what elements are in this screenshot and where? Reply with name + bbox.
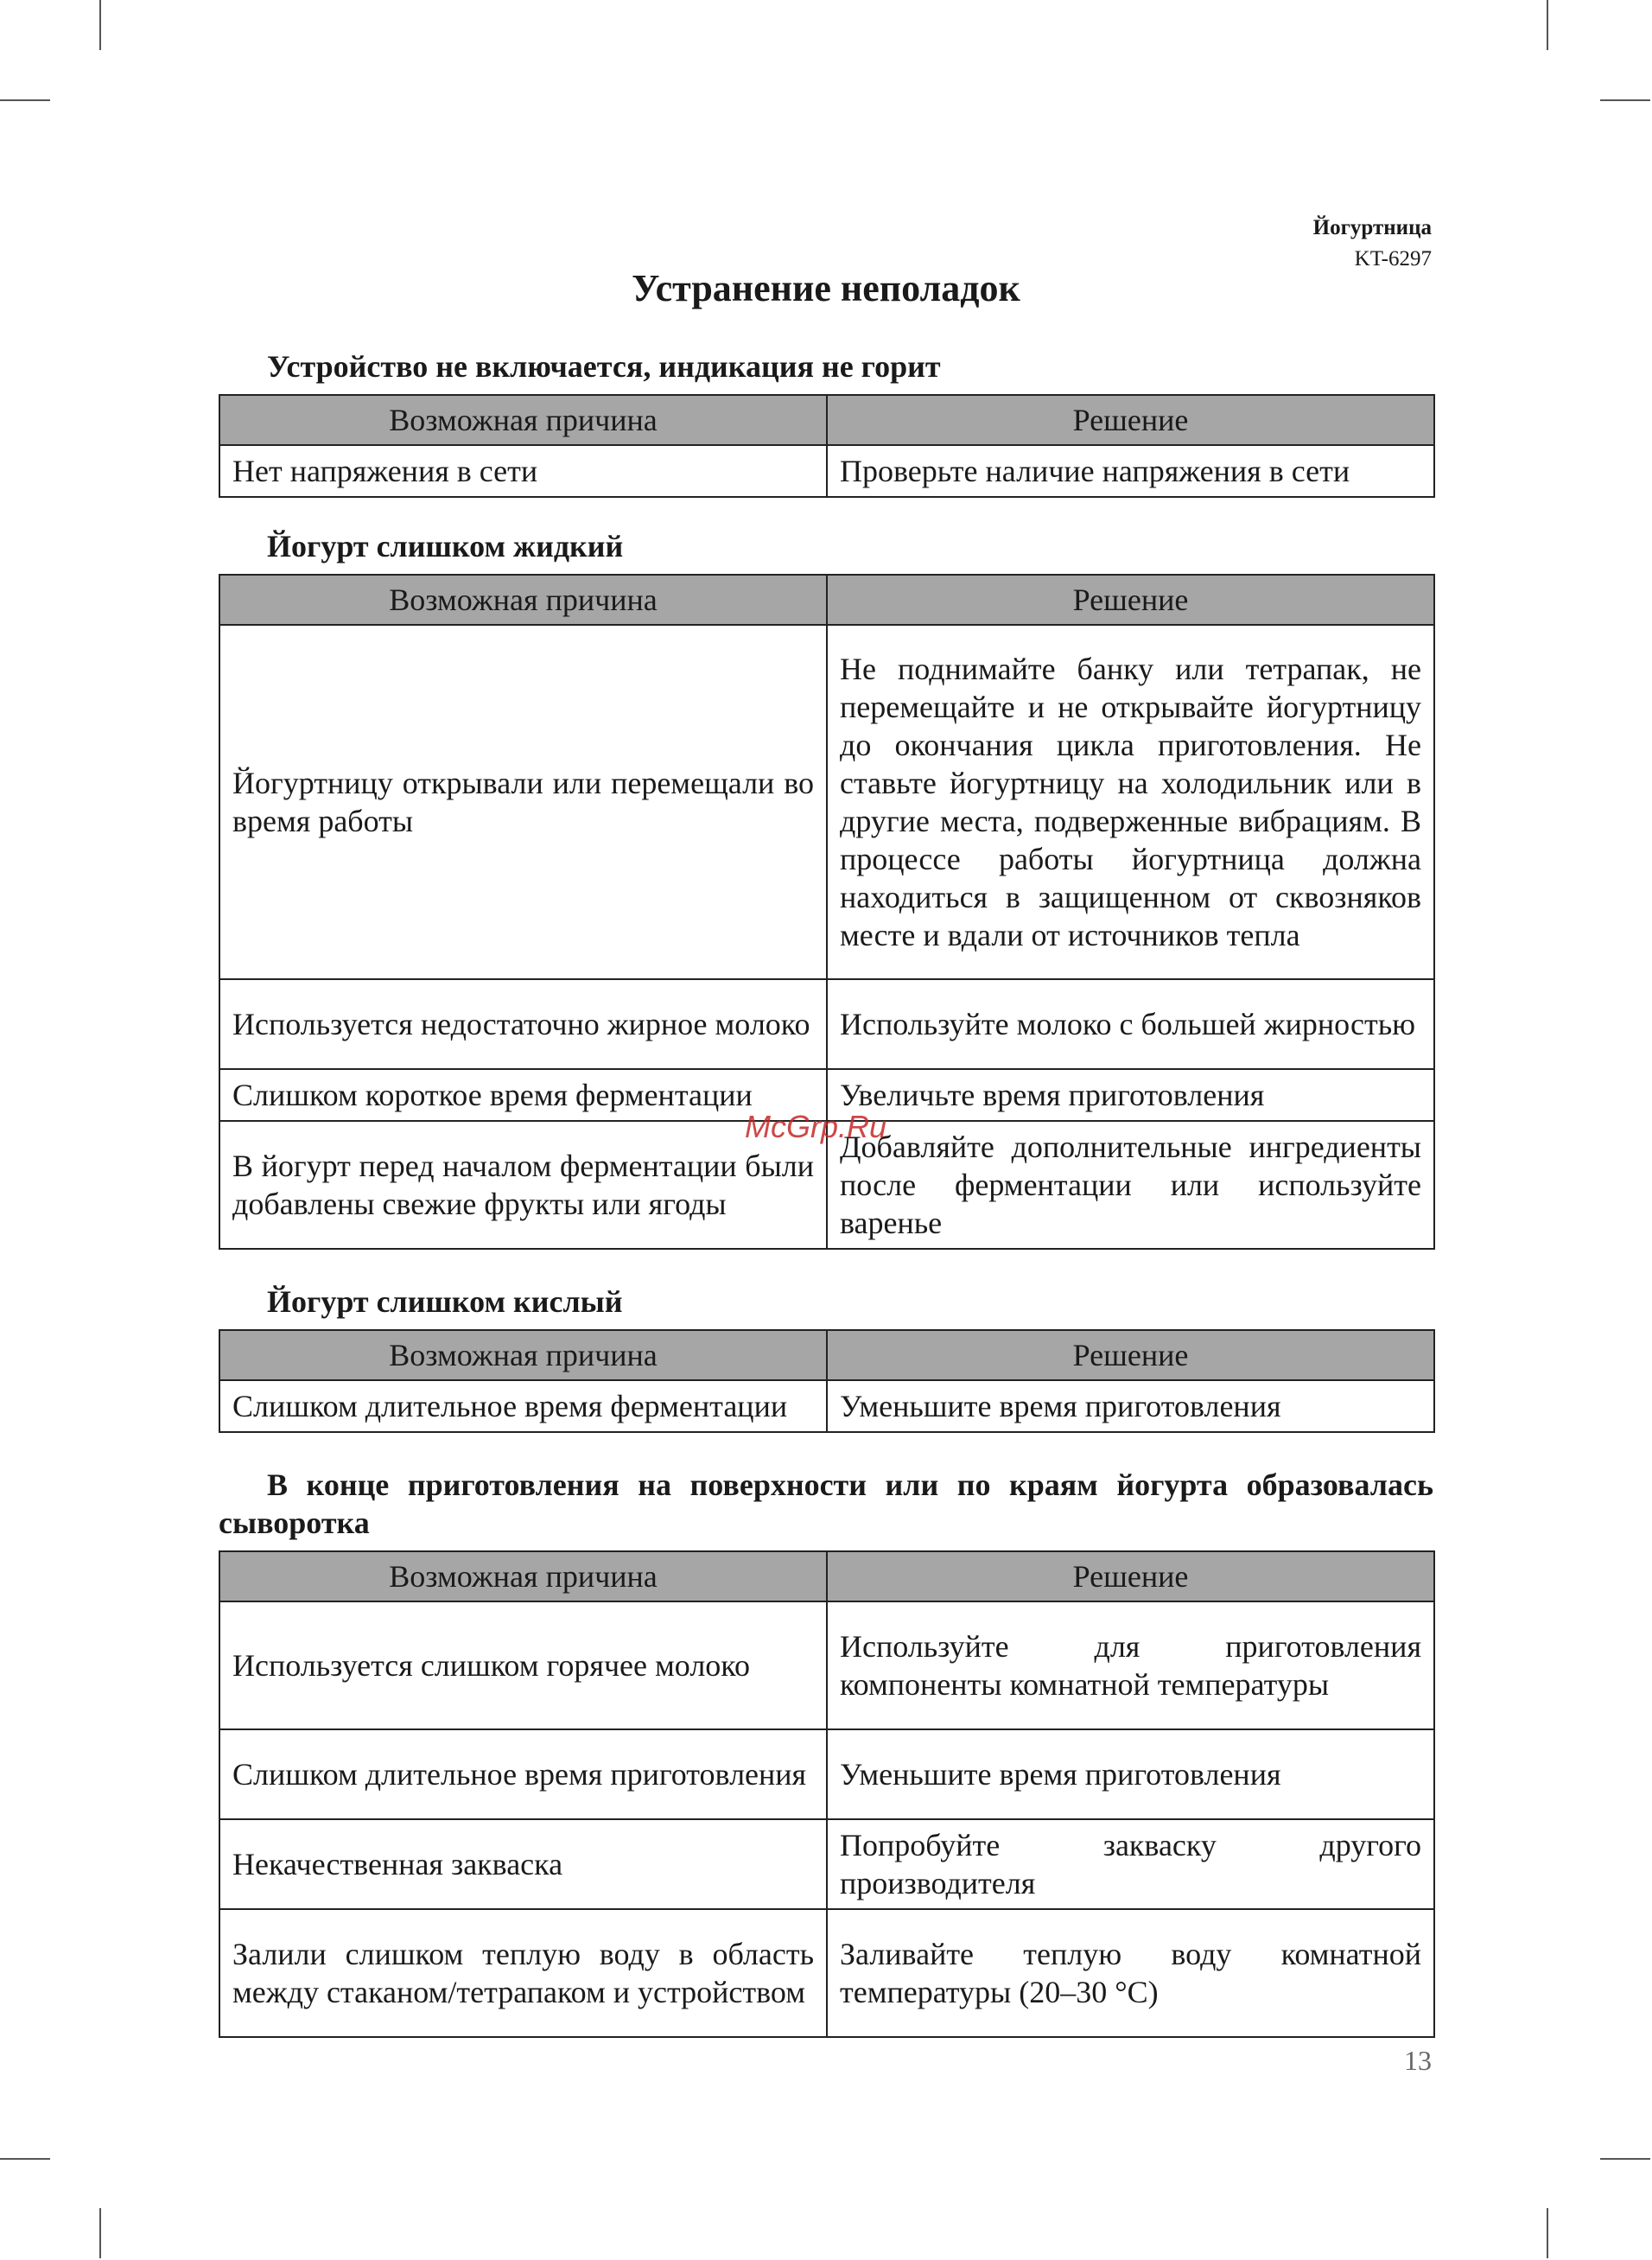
- cause-cell: Слишком длительное время приготовления: [219, 1729, 827, 1819]
- solution-cell: Используйте молоко с большей жирностью: [827, 979, 1434, 1069]
- cause-cell: Залили слишком теплую воду в область между стаканом/тетрапаком и устройством: [219, 1909, 827, 2037]
- table-header-row: [219, 1551, 1434, 1601]
- solution-cell: Добавляйте дополнительные ингредиенты после ферментации или используйте варенье: [827, 1121, 1434, 1249]
- page-title: Устранение неполадок: [632, 267, 1020, 309]
- crop-mark: [1600, 2158, 1650, 2160]
- watermark: McGrp.Ru: [745, 1109, 887, 1144]
- cause-cell: В йогурт перед началом ферментации были добавлены свежие фрукты или ягоды: [219, 1121, 827, 1249]
- crop-mark: [0, 2158, 50, 2160]
- troubleshooting-table: [219, 1329, 1435, 1433]
- solution-cell: Заливайте теплую воду комнатной температуры (20–30 °C): [827, 1909, 1434, 2037]
- column-header-solution: Решение: [827, 1330, 1434, 1380]
- crop-mark: [0, 99, 50, 101]
- table-header-row: [219, 395, 1434, 445]
- table-row: [219, 1819, 1434, 1909]
- section-title: Йогурт слишком жидкий: [267, 529, 624, 563]
- section-title: Йогурт слишком кислый: [267, 1284, 623, 1319]
- cause-cell: Слишком длительное время ферментации: [219, 1380, 827, 1432]
- crop-mark: [1547, 2208, 1548, 2258]
- crop-mark: [1547, 0, 1548, 50]
- column-header-solution: Решение: [827, 395, 1434, 445]
- troubleshooting-table: [219, 394, 1435, 498]
- solution-cell: Уменьшите время приготовления: [827, 1729, 1434, 1819]
- column-header-cause: Возможная причина: [219, 1551, 827, 1601]
- table-row: [219, 1909, 1434, 2037]
- page-number: 13: [1404, 2045, 1432, 2076]
- solution-cell: Увеличьте время приготовления: [827, 1069, 1434, 1121]
- solution-cell: Проверьте наличие напряжения в сети: [827, 445, 1434, 497]
- cause-cell: Нет напряжения в сети: [219, 445, 827, 497]
- table-row: [219, 1380, 1434, 1432]
- section-title: Устройство не включается, индикация не горит: [267, 349, 941, 384]
- column-header-cause: Возможная причина: [219, 1330, 827, 1380]
- table-row: [219, 625, 1434, 979]
- cause-cell: Некачественная закваска: [219, 1819, 827, 1909]
- table-header-row: [219, 575, 1434, 625]
- product-name: Йогуртница: [1312, 216, 1432, 239]
- solution-cell: Не поднимайте банку или тетрапак, не перемещайте и не открывайте йогуртницу до окончания цикла приготовления. Не ставьте йогуртницу на холодильник или в другие места, подверженные вибрациям. В процессе работы йогуртница должна находиться в защищенном от сквозняков месте и вдали от источников тепла: [827, 625, 1434, 979]
- model-number: KT-6297: [1354, 247, 1432, 271]
- column-header-cause: Возможная причина: [219, 575, 827, 625]
- section-title: В конце приготовления на поверхности или по краям йогурта образовалась сыворотка: [219, 1467, 1433, 1540]
- table-row: [219, 1601, 1434, 1729]
- table-row: [219, 445, 1434, 497]
- table-row: [219, 979, 1434, 1069]
- cause-cell: Используется слишком горячее молоко: [219, 1601, 827, 1729]
- section-whey: [219, 1466, 1433, 2038]
- troubleshooting-table: [219, 574, 1435, 1250]
- column-header-solution: Решение: [827, 575, 1434, 625]
- cause-cell: Слишком короткое время ферментации: [219, 1069, 827, 1121]
- column-header-solution: Решение: [827, 1551, 1434, 1601]
- solution-cell: Попробуйте закваску другого производителя: [827, 1819, 1434, 1909]
- cause-cell: Йогуртницу открывали или перемещали во время работы: [219, 625, 827, 979]
- troubleshooting-table: [219, 1550, 1435, 2038]
- solution-cell: Используйте для приготовления компоненты комнатной температуры: [827, 1601, 1434, 1729]
- cause-cell: Используется недостаточно жирное молоко: [219, 979, 827, 1069]
- crop-mark: [99, 2208, 101, 2258]
- table-header-row: [219, 1330, 1434, 1380]
- section-no-power: [219, 347, 1433, 498]
- section-too-sour: [219, 1283, 1433, 1433]
- crop-mark: [1600, 99, 1650, 101]
- crop-mark: [99, 0, 101, 50]
- solution-cell: Уменьшите время приготовления: [827, 1380, 1434, 1432]
- table-row: [219, 1729, 1434, 1819]
- column-header-cause: Возможная причина: [219, 395, 827, 445]
